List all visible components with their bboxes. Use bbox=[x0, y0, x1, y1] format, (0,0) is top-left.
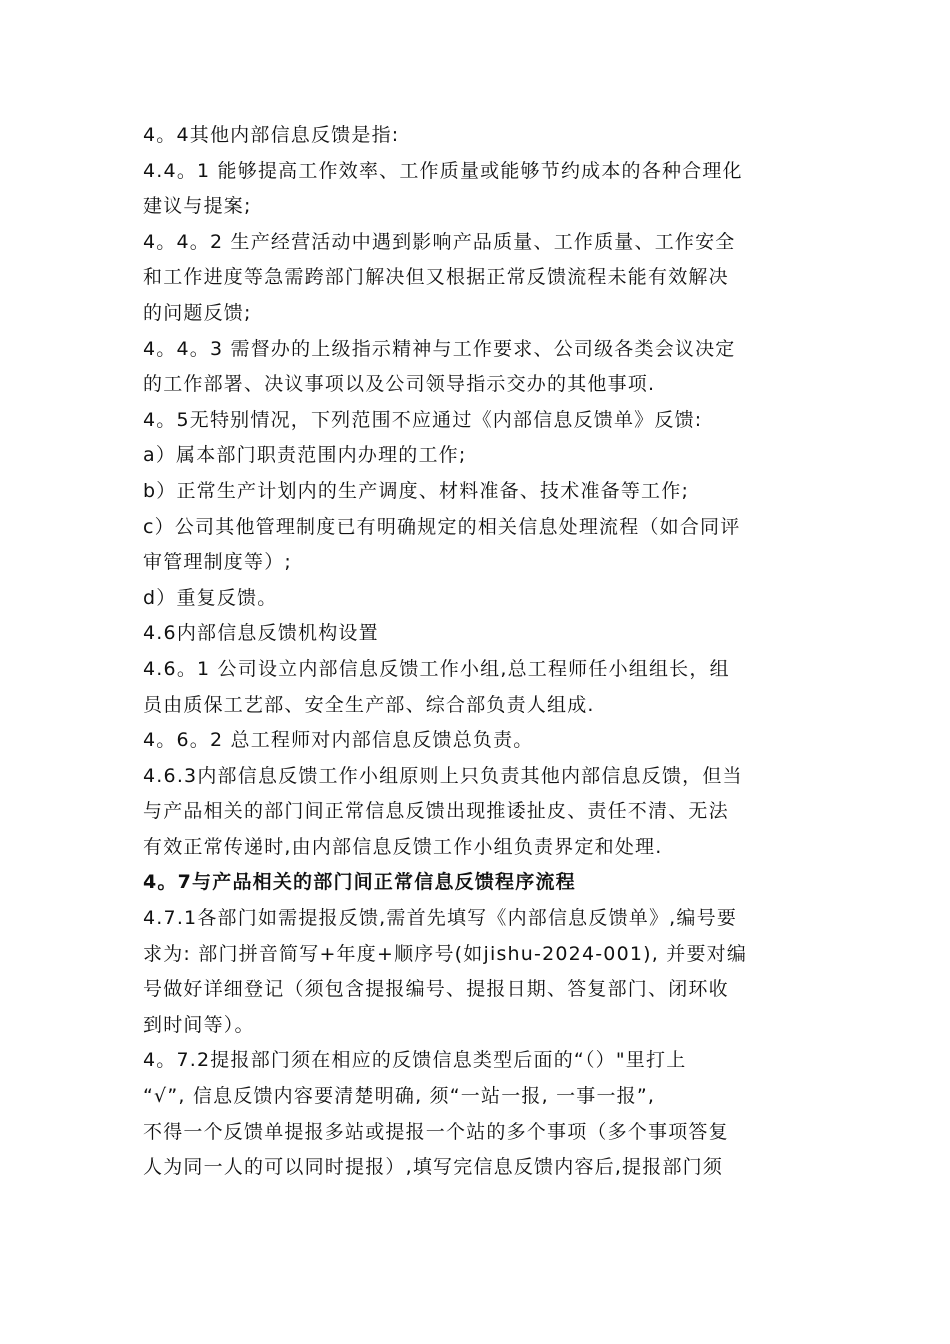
section-heading: 4.6内部信息反馈机构设置 bbox=[143, 622, 379, 645]
text-line: 和工作进度等急需跨部门解决但又根据正常反馈流程未能有效解决 bbox=[143, 266, 729, 289]
text-line: 4。4。3 需督办的上级指示精神与工作要求、公司级各类会议决定 bbox=[143, 337, 736, 360]
text-line: 审管理制度等）; bbox=[143, 551, 293, 574]
text-line: 4.6。1 公司设立内部信息反馈工作小组,总工程师任小组组长，组 bbox=[143, 657, 730, 680]
text-line: 人为同一人的可以同时提报）,填写完信息反馈内容后,提报部门须 bbox=[143, 1156, 724, 1179]
text-line: b）正常生产计划内的生产调度、材料准备、技术准备等工作; bbox=[143, 479, 690, 502]
text-line: 4。5无特别情况，下列范围不应通过《内部信息反馈单》反馈: bbox=[143, 408, 703, 431]
text-line: 的工作部署、决议事项以及公司领导指示交办的其他事项. bbox=[143, 373, 656, 396]
document-body bbox=[143, 118, 813, 1186]
text-line: 4。6。2 总工程师对内部信息反馈总负责。 bbox=[143, 729, 534, 752]
text-line: 员由质保工艺部、安全生产部、综合部负责人组成. bbox=[143, 693, 595, 716]
text-line: c）公司其他管理制度已有明确规定的相关信息处理流程（如合同评 bbox=[143, 515, 741, 538]
text-line: 4.6.3内部信息反馈工作小组原则上只负责其他内部信息反馈，但当 bbox=[143, 764, 743, 787]
text-line: 求为: 部门拼音简写+年度+顺序号(如jishu-2024-001), 并要对编 bbox=[143, 942, 748, 965]
text-line: 4。4。2 生产经营活动中遇到影响产品质量、工作质量、工作安全 bbox=[143, 230, 736, 253]
text-line: 到时间等）。 bbox=[143, 1013, 255, 1036]
bold-section-heading: 4。7与产品相关的部门间正常信息反馈程序流程 bbox=[143, 871, 576, 894]
text-line: 不得一个反馈单提报多站或提报一个站的多个事项（多个事项答复 bbox=[143, 1120, 729, 1143]
text-line: 与产品相关的部门间正常信息反馈出现推诿扯皮、责任不清、无法 bbox=[143, 800, 729, 823]
text-line: 的问题反馈; bbox=[143, 301, 252, 324]
text-line: a）属本部门职责范围内办理的工作; bbox=[143, 444, 467, 467]
text-line: 4。4其他内部信息反馈是指: bbox=[143, 124, 400, 146]
text-line: 建议与提案; bbox=[143, 195, 252, 218]
text-line: 4.4。1 能够提高工作效率、工作质量或能够节约成本的各种合理化 bbox=[143, 159, 743, 182]
text-line: 4。7.2提报部门须在相应的反馈信息类型后面的“（）"里打上 bbox=[143, 1049, 687, 1072]
text-line: 4.7.1各部门如需提报反馈,需首先填写《内部信息反馈单》,编号要 bbox=[143, 907, 738, 930]
text-line: “√”, 信息反馈内容要清楚明确, 须“一站一报, 一事一报”, bbox=[143, 1085, 656, 1108]
text-line: 号做好详细登记（须包含提报编号、提报日期、答复部门、闭环收 bbox=[143, 978, 729, 1001]
text-line: 有效正常传递时,由内部信息反馈工作小组负责界定和处理. bbox=[143, 835, 663, 858]
text-line: d）重复反馈。 bbox=[143, 586, 278, 609]
